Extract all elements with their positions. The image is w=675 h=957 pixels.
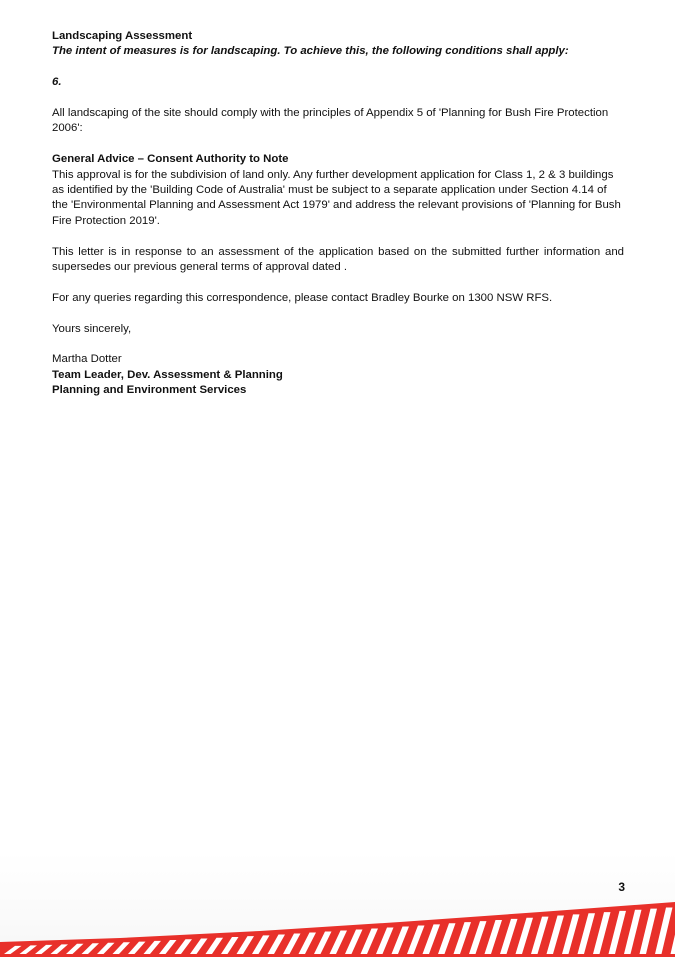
signatory-department: Planning and Environment Services (52, 384, 247, 397)
closing-salutation: Yours sincerely, (52, 322, 132, 335)
condition-text: All landscaping of the site should comply with the principles of Appendix 5 of 'Planning for Bush Fire Protection 2006': (52, 107, 609, 135)
intent-statement: The intent of measures is for landscaping. To achieve this, the following conditions shall apply: (52, 45, 569, 58)
general-advice-heading: General Advice – Consent Authority to Note (52, 153, 289, 166)
queries-paragraph: For any queries regarding this correspondence, please contact Bradley Bourke on 1300 NSW RFS. (52, 291, 553, 304)
general-advice-text: This approval is for the subdivision of land only. Any further development application for Class 1, 2 & 3 buildings as identified by the 'Building Code of Australia' must be subject to a separate application under Section 4.14 of the 'Environmental Planning and Assessment Act 1979' and address the relevant provisions of 'Planning for Bush Fire Protection 2019'. (52, 168, 621, 227)
page-number: 3 (618, 880, 625, 894)
signatory-title: Team Leader, Dev. Assessment & Planning (52, 368, 283, 381)
footer-stripe-band (0, 896, 675, 957)
section-heading: Landscaping Assessment (52, 30, 193, 42)
signatory-name: Martha Dotter (52, 353, 122, 366)
letter-body (52, 29, 624, 399)
condition-number: 6. (52, 76, 62, 89)
response-paragraph: This letter is in response to an assessment of the application based on the submitted further information and supersedes our previous general terms of approval dated . (52, 245, 624, 274)
